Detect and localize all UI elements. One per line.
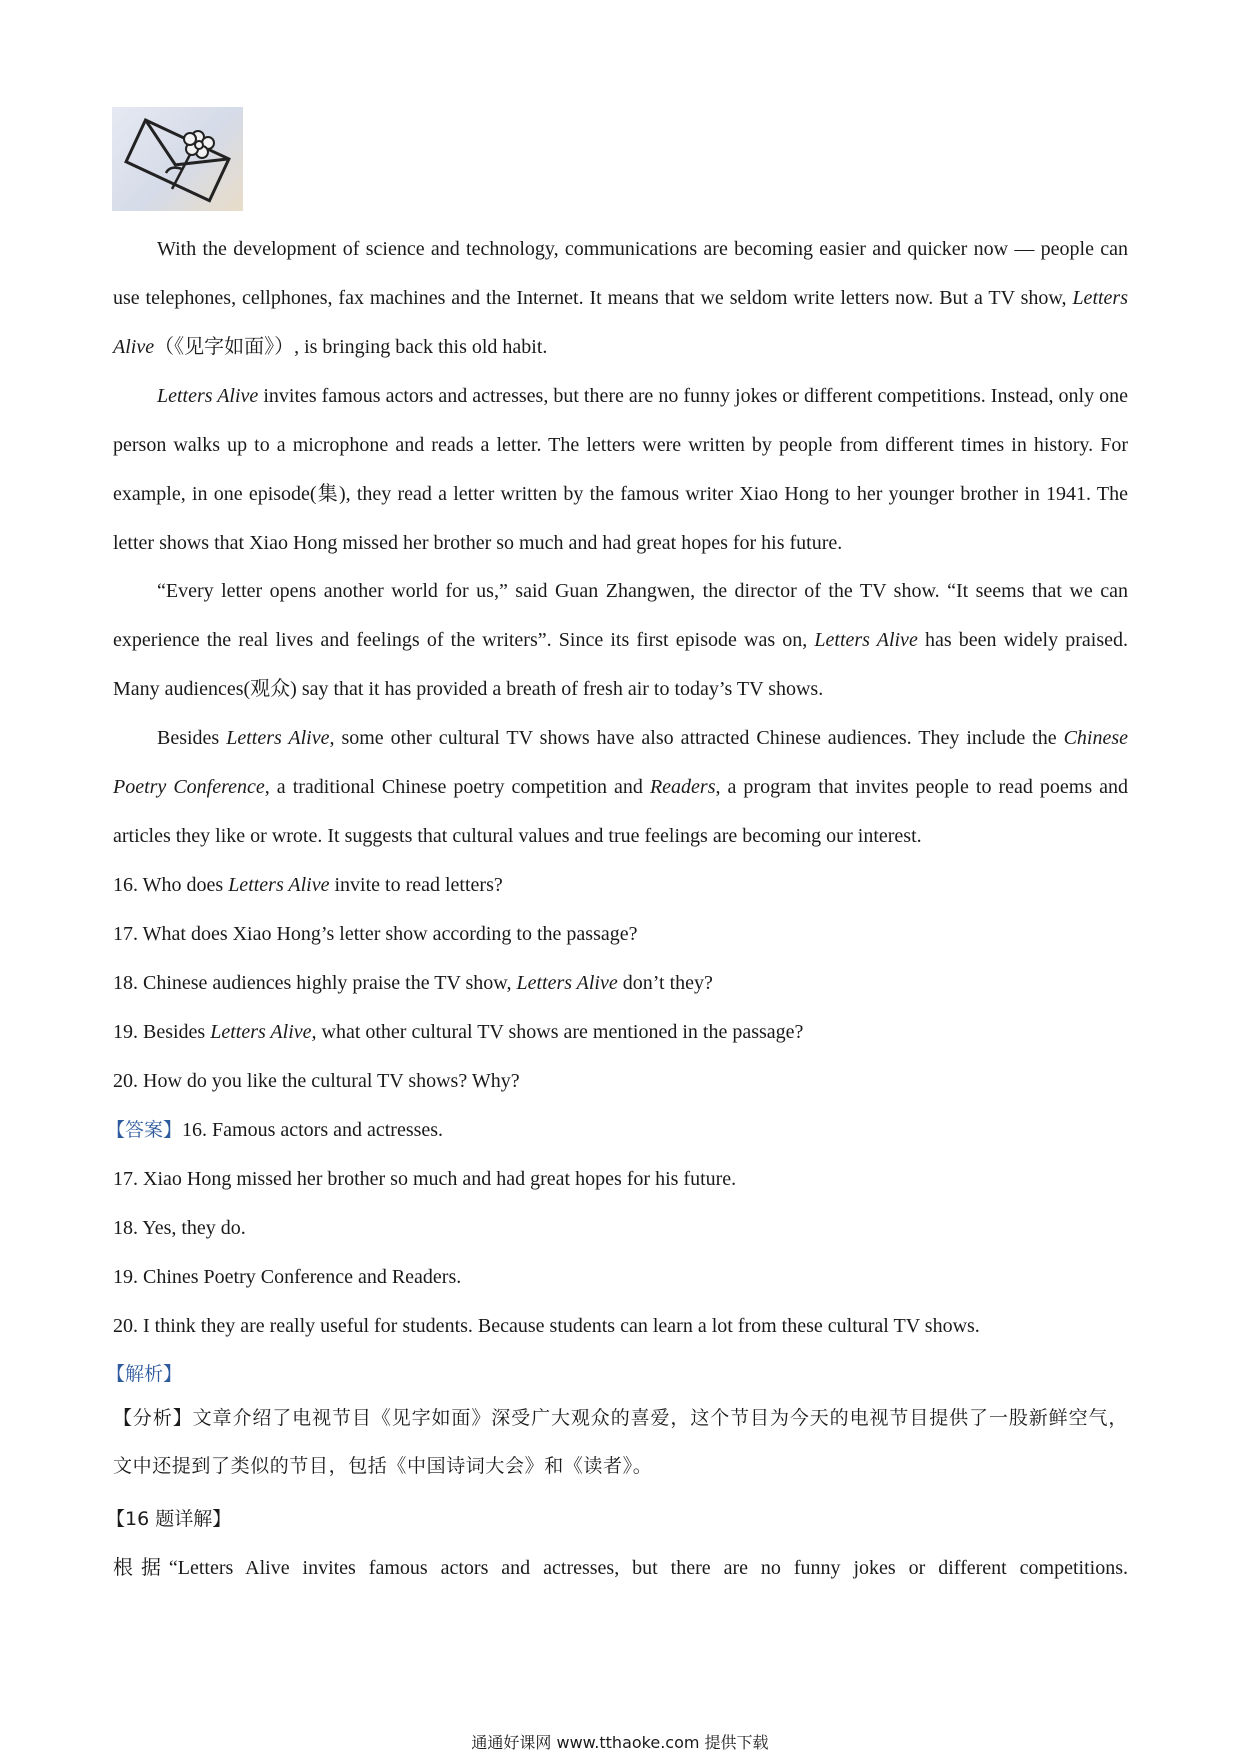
question-20: 20. How do you like the cultural TV shows? Why? xyxy=(113,1070,520,1092)
passage-paragraph-1 xyxy=(113,225,1128,372)
q16-italic: Letters Alive xyxy=(228,874,330,896)
p4-italic-2: Chinese Poetry Conference xyxy=(113,727,1129,798)
p3-text-a: “Every letter opens another world for us,” said Guan Zhangwen, the director of the TV show. “It seems that we can experience the real lives and feelings of the writers”. Since its first episode was on, xyxy=(113,580,1128,651)
q19-text-a: 19. Besides xyxy=(113,1021,211,1043)
envelope-illustration xyxy=(112,107,243,211)
question-17: 17. What does Xiao Hong’s letter show according to the passage? xyxy=(113,923,638,945)
detail-16-text: 根据“Letters Alive invites famous actors and actresses, but there are no funny jokes or different competitions. xyxy=(113,1557,1128,1579)
question-19 xyxy=(113,1020,803,1044)
answer-19: 19. Chines Poetry Conference and Readers. xyxy=(113,1266,462,1288)
p4-text-d: , a program that invites people to read poems and articles they like or wrote. It suggests that cultural values and true feelings are becoming our interest. xyxy=(113,776,1129,847)
p3-italic-title: Letters Alive xyxy=(814,629,918,651)
analysis-tag: 【解析】 xyxy=(106,1363,183,1385)
passage-paragraph-2 xyxy=(113,372,1128,568)
p4-text-a: Besides xyxy=(157,727,227,749)
p3-text-b: has been widely praised. Many audiences(观众) say that it has provided a breath of fresh air to today’s TV shows. xyxy=(113,629,1129,700)
analysis-summary: 【分析】文章介绍了电视节目《见字如面》深受广大观众的喜爱，这个节目为今天的电视节目提供了一股新鲜空气，文中还提到了类似的节目，包括《中国诗词大会》和《读者》。 xyxy=(113,1407,1128,1477)
q18-text-a: 18. Chinese audiences highly praise the TV show, xyxy=(113,972,517,994)
q19-text-b: what other cultural TV shows are mentioned in the passage? xyxy=(316,1021,804,1043)
answer-tag: 【答案】 xyxy=(106,1119,183,1141)
p1-text-b: （《见字如面》）, is bringing back this old habit. xyxy=(154,336,548,358)
answer-20: 20. I think they are really useful for students. Because students can learn a lot from these cultural TV shows. xyxy=(113,1315,980,1337)
answer-16 xyxy=(106,1118,443,1142)
answer-16-text: 16. Famous actors and actresses. xyxy=(182,1119,444,1141)
detail-16-title: 【16 题详解】 xyxy=(106,1508,232,1530)
p1-italic-title: Letters Alive xyxy=(113,287,1128,358)
question-18 xyxy=(113,971,713,995)
p2-italic-title: Letters Alive xyxy=(157,385,259,407)
page-footer: 通通好课网 www.tthaoke.com 提供下载 xyxy=(471,1733,769,1752)
q18-text-b: don’t they? xyxy=(617,972,713,994)
passage-paragraph-4 xyxy=(113,714,1128,861)
q18-italic: Letters Alive xyxy=(516,972,618,994)
q16-text-a: 16. Who does xyxy=(113,874,229,896)
passage-paragraph-3 xyxy=(113,567,1128,714)
p1-text-a: With the development of science and technology, communications are becoming easier and quicker now — people can use telephones, cellphones, fax machines and the Internet. It means that we seldom write letters now. But a TV show, xyxy=(113,238,1128,309)
q16-text-b: invite to read letters? xyxy=(329,874,503,896)
p2-text-a: invites famous actors and actresses, but there are no funny jokes or different competitions. Instead, only one person walks up to a microphone and reads a letter. The letters were written by people from different times in history. For example, in one episode(集), they read a letter written by the famous writer Xiao Hong to her younger brother in 1941. The letter shows that Xiao Hong missed her brother so much and had great hopes for his future. xyxy=(113,385,1129,554)
p4-text-c: , a traditional Chinese poetry competition and xyxy=(264,776,650,798)
p4-italic-1: Letters Alive xyxy=(226,727,330,749)
answer-17: 17. Xiao Hong missed her brother so much and had great hopes for his future. xyxy=(113,1168,737,1190)
answer-18: 18. Yes, they do. xyxy=(113,1217,246,1239)
q19-italic: Letters Alive, xyxy=(210,1021,317,1043)
question-16 xyxy=(113,873,503,897)
p4-text-b: , some other cultural TV shows have also attracted Chinese audiences. They include the xyxy=(329,727,1064,749)
p4-italic-3: Readers xyxy=(649,776,716,798)
envelope-with-flower-icon xyxy=(112,107,243,211)
